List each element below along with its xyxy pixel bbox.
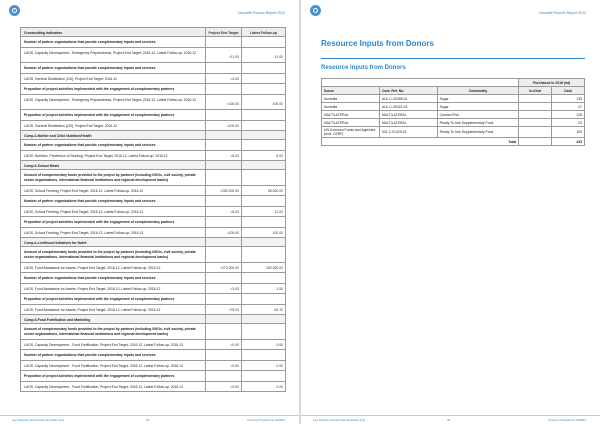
indicator-row (21, 350, 285, 361)
latest-follow-up-value (241, 238, 285, 246)
table-row (21, 74, 285, 84)
donor-cell: Australia (322, 103, 380, 111)
footer (301, 415, 600, 424)
table-row (21, 95, 285, 110)
latest-follow-up-value (241, 315, 285, 323)
latest-follow-up-value (241, 37, 285, 47)
col-donor: Donor (322, 87, 380, 95)
band-row (322, 79, 585, 87)
row-label: Number of partner organizations that provide complementary inputs and services (24, 40, 156, 44)
table-row (21, 228, 285, 238)
donor-cell: MULTILATERAL (322, 111, 380, 119)
row-label: LAOS, Capacity Development - Food Fortification, Project End Target: 2016.12, Latest Follow-up: 2016.12 (24, 364, 184, 368)
project-end-target-value: =11.00 (205, 48, 241, 62)
row-label: LAOS, Nutrition: Prevention of Stunting, Project End Target: 2016.12, Latest Follow-up: 2016.12 (24, 154, 168, 158)
project-end-target-value (205, 238, 241, 246)
row-label: LAOS, Capacity Development - Food Fortification, Project End Target: 2016.12, Latest Follow-up: 2016.12 (24, 385, 184, 389)
resource-table (321, 78, 585, 146)
donor-cell: UN Common Funds and Agencies (excl. CERF) (322, 127, 380, 138)
project-end-target-value: =0.00 (205, 340, 241, 349)
inkind-cell (519, 119, 552, 127)
latest-follow-up-value: 1.00 (241, 284, 285, 293)
title-divider (321, 58, 585, 59)
table-row (21, 263, 285, 273)
footer-doc: Country Programme 200842 (548, 418, 586, 422)
outcomes-table-header (21, 28, 285, 37)
row-label: LAOS, Food Assistance for Assets, Project End Target: 2016.12, Latest Follow-up: 2016.12 (24, 287, 161, 291)
table-row (21, 186, 285, 196)
project-end-target-value: =4.00 (205, 74, 241, 83)
indicator-row (21, 170, 285, 186)
band-spacer (322, 79, 519, 87)
commodity-cell: Sugar (437, 103, 519, 111)
project-end-target-value (205, 350, 241, 360)
project-end-target-value (205, 140, 241, 150)
row-label: LAOS, General Distribution (GD), Project End Target: 2016.12 (24, 124, 118, 128)
table-row (322, 103, 585, 111)
row-label: Comp.5-Food Fortification and Marketing (24, 318, 91, 322)
column-header-row (322, 87, 585, 95)
latest-follow-up-value (241, 161, 285, 169)
row-label: LAOS, General Distribution (GD), Project End Target: 2016.12 (24, 77, 118, 81)
row-label: Proportion of project activities implemented with the engagement of complementary partners (24, 113, 175, 117)
project-end-target-value (205, 371, 241, 381)
table-title: Resource Inputs from Donors (321, 65, 406, 71)
row-label: Proportion of project activities implemented with the engagement of complementary partners (24, 374, 175, 378)
indicator-row (21, 247, 285, 263)
indicator-row (21, 294, 285, 305)
indicator-row (21, 37, 285, 48)
indicator-row (21, 110, 285, 121)
commodity-cell: Canned Fish (437, 111, 519, 119)
row-label: Number of partner organizations that provide complementary inputs and services (24, 66, 156, 70)
project-end-target-value (205, 217, 241, 227)
latest-follow-up-value (241, 140, 285, 150)
latest-follow-up-value (241, 170, 285, 185)
row-label: Number of partner organizations that provide complementary inputs and services (24, 199, 156, 203)
project-end-target-value: =250,000.00 (205, 186, 241, 195)
project-end-target-value: =100.00 (205, 121, 241, 130)
latest-follow-up-value: 160,000.00 (241, 263, 285, 272)
project-end-target-value: =6.00 (205, 151, 241, 160)
commodity-cell: Sugar (437, 95, 519, 103)
inkind-cell (519, 127, 552, 138)
total-inkind (519, 138, 552, 146)
latest-follow-up-value (241, 196, 285, 206)
latest-follow-up-value: 0.00 (241, 361, 285, 370)
section-row (21, 131, 285, 140)
latest-follow-up-value (241, 110, 285, 120)
row-label: Number of partner organizations that provide complementary inputs and services (24, 276, 156, 280)
table-row (21, 121, 285, 131)
table-row (21, 151, 285, 161)
indicator-row (21, 196, 285, 207)
header-latest-follow-up: Latest Follow-up (241, 28, 285, 36)
header-text: Nouvelle Pouvrin Report 2012 (539, 11, 586, 15)
indicator-row (21, 84, 285, 95)
row-label: Proportion of project activities implemented with the engagement of complementary partners (24, 87, 175, 91)
project-end-target-value: =75.00 (205, 305, 241, 314)
latest-follow-up-value: 11.00 (241, 48, 285, 62)
cash-cell: 135 (552, 95, 585, 103)
latest-follow-up-value: 0.00 (241, 382, 285, 391)
latest-follow-up-value (241, 371, 285, 381)
project-end-target-value (205, 63, 241, 73)
project-end-target-value (205, 84, 241, 94)
indicator-row (21, 63, 285, 74)
project-end-target-value: =270,000.00 (205, 263, 241, 272)
cash-cell: 128 (552, 111, 585, 119)
latest-follow-up-value: 0.00 (241, 340, 285, 349)
ref-cell: AUL-C-00421-03 (379, 103, 437, 111)
footer-doc: Country Programme 200842 (247, 418, 285, 422)
ref-cell: MULTILATERAL (379, 111, 437, 119)
ref-cell: MULTILATERAL (379, 119, 437, 127)
wfp-logo-icon (9, 5, 20, 16)
latest-follow-up-value (241, 273, 285, 283)
project-end-target-value (205, 170, 241, 185)
latest-follow-up-value (241, 294, 285, 304)
band-label: Purchased in 2016 (mt) (519, 79, 585, 87)
row-label: Number of partner organizations that provide complementary inputs and services (24, 353, 156, 357)
ref-cell: AUL-C-00395-01 (379, 95, 437, 103)
inkind-cell (519, 111, 552, 119)
latest-follow-up-value: 100.00 (241, 95, 285, 109)
row-label: LAOS, Capacity Development - Food Fortification, Project End Target: 2016.12, Latest Follow-up: 2016.12 (24, 343, 184, 347)
latest-follow-up-value (241, 74, 285, 83)
row-label: Proportion of project activities implemented with the engagement of complementary partners (24, 297, 175, 301)
project-end-target-value: =3.00 (205, 284, 241, 293)
indicator-row (21, 371, 285, 382)
latest-follow-up-value: 100.00 (241, 228, 285, 237)
cash-cell: 47 (552, 103, 585, 111)
row-label: Proportion of project activities implemented with the engagement of complementary partners (24, 220, 175, 224)
row-label: Amount of complementary funds provided to the project by partners (including NGOs, civil society, private sector organizations, international financial institutions and regional development banks) (24, 327, 196, 337)
latest-follow-up-value (241, 217, 285, 227)
header-text: Nouvelle Pouvrin Report 2012 (238, 11, 285, 15)
table-row (21, 382, 285, 392)
latest-follow-up-value (241, 350, 285, 360)
row-label: Comp.2-Mother and Child Nutrition/Health (24, 134, 92, 138)
row-label: LAOS, Food Assistance for Assets, Project End Target: 2016.12, Latest Follow-up: 2016.12 (24, 266, 161, 270)
project-end-target-value (205, 37, 241, 47)
footer-page-number: 29 (146, 418, 150, 422)
latest-follow-up-value (241, 247, 285, 262)
project-end-target-value (205, 247, 241, 262)
donor-cell: Australia (322, 95, 380, 103)
inkind-cell (519, 95, 552, 103)
table-row (21, 361, 285, 371)
commodity-cell: Ready To Use Supplementary Food (437, 119, 519, 127)
row-label: Amount of complementary funds provided to the project by partners (including NGOs, civil society, private sector organizations, international financial institutions and regional development banks) (24, 250, 196, 260)
row-label: LAOS, Food Assistance for Assets, Project End Target: 2016.12, Latest Follow-up: 2016.12 (24, 308, 161, 312)
wfp-logo-icon (310, 5, 321, 16)
latest-follow-up-value: 6.00 (241, 151, 285, 160)
header-label: Crosscutting Indicators (24, 31, 63, 35)
section-title: Resource Inputs from Donors (321, 39, 434, 48)
inkind-cell (519, 103, 552, 111)
row-label: LAOS, School Feeding, Project End Target: 2016.12, Latest Follow-up: 2016.12 (24, 231, 144, 235)
project-end-target-value (205, 324, 241, 339)
table-row (322, 95, 585, 103)
latest-follow-up-value: 64.70 (241, 305, 285, 314)
project-end-target-value (205, 161, 241, 169)
row-label: LAOS, Capacity Development - Emergency Preparedness, Project End Target: 2016.12, Latest Follow-up: 2016.12 (24, 51, 197, 55)
footer-org: Lao People's Democratic Republic (LA) (12, 418, 65, 422)
donor-cell: MULTILATERAL (322, 119, 380, 127)
table-row (21, 340, 285, 350)
row-label: Amount of complementary funds provided to the project by partners (including NGOs, civil society, private sector organizations, international financial institutions and regional development banks) (24, 173, 196, 183)
project-end-target-value (205, 110, 241, 120)
outcomes-table (20, 27, 286, 392)
commodity-cell: Ready To Use Supplementary Food (437, 127, 519, 138)
row-label: LAOS, School Feeding, Project End Target: 2016.12, Latest Follow-up: 2016.12 (24, 189, 144, 193)
latest-follow-up-value (241, 84, 285, 94)
project-end-target-value (205, 131, 241, 139)
header-project-end-target: Project End Target (205, 28, 241, 36)
latest-follow-up-value (241, 324, 285, 339)
row-label: Comp.3-School Meals (24, 164, 60, 168)
table-row (21, 207, 285, 217)
project-end-target-value: =100.00 (205, 228, 241, 237)
row-label: LAOS, Capacity Development - Emergency Preparedness, Project End Target: 2016.12, Latest Follow-up: 2016.12 (24, 98, 197, 102)
section-row (21, 238, 285, 247)
left-page (0, 0, 299, 424)
table-row (322, 111, 585, 119)
project-end-target-value (205, 315, 241, 323)
table-row (322, 127, 585, 138)
row-label: Number of partner organizations that provide complementary inputs and services (24, 143, 156, 147)
cash-cell: 100 (552, 127, 585, 138)
latest-follow-up-value: 11.00 (241, 207, 285, 216)
table-row (21, 284, 285, 294)
table-row (21, 48, 285, 63)
latest-follow-up-value (241, 131, 285, 139)
project-end-target-value (205, 273, 241, 283)
col-cash: Cash (552, 87, 585, 95)
footer-org: Lao People's Democratic Republic (LA) (313, 418, 366, 422)
col-commodity: Commodity (437, 87, 519, 95)
row-label: Comp.4-Livelihood Initiatives for Nutrit (24, 241, 87, 245)
footer (0, 415, 299, 424)
project-end-target-value: =0.00 (205, 382, 241, 391)
indicator-row (21, 217, 285, 228)
cash-cell: 23 (552, 119, 585, 127)
latest-follow-up-value (241, 121, 285, 130)
total-row (322, 138, 585, 146)
indicator-row (21, 140, 285, 151)
project-end-target-value: =6.00 (205, 207, 241, 216)
project-end-target-value (205, 294, 241, 304)
footer-page-number: 30 (447, 418, 451, 422)
col-ref: Cont. Ref. No. (379, 87, 437, 95)
latest-follow-up-value: 96,000.00 (241, 186, 285, 195)
indicator-row (21, 324, 285, 340)
total-label: Total (322, 138, 519, 146)
section-row (21, 315, 285, 324)
table-row (21, 305, 285, 315)
row-label: LAOS, School Feeding, Project End Target: 2016.12, Latest Follow-up: 2016.12 (24, 210, 144, 214)
total-cash: 433 (552, 138, 585, 146)
project-end-target-value: =0.00 (205, 361, 241, 370)
indicator-row (21, 273, 285, 284)
latest-follow-up-value (241, 63, 285, 73)
table-row (322, 119, 585, 127)
project-end-target-value (205, 196, 241, 206)
col-inkind: In-Kind (519, 87, 552, 95)
section-row (21, 161, 285, 170)
ref-cell: 001-C-01429-01 (379, 127, 437, 138)
project-end-target-value: =100.00 (205, 95, 241, 109)
right-page (301, 0, 600, 424)
